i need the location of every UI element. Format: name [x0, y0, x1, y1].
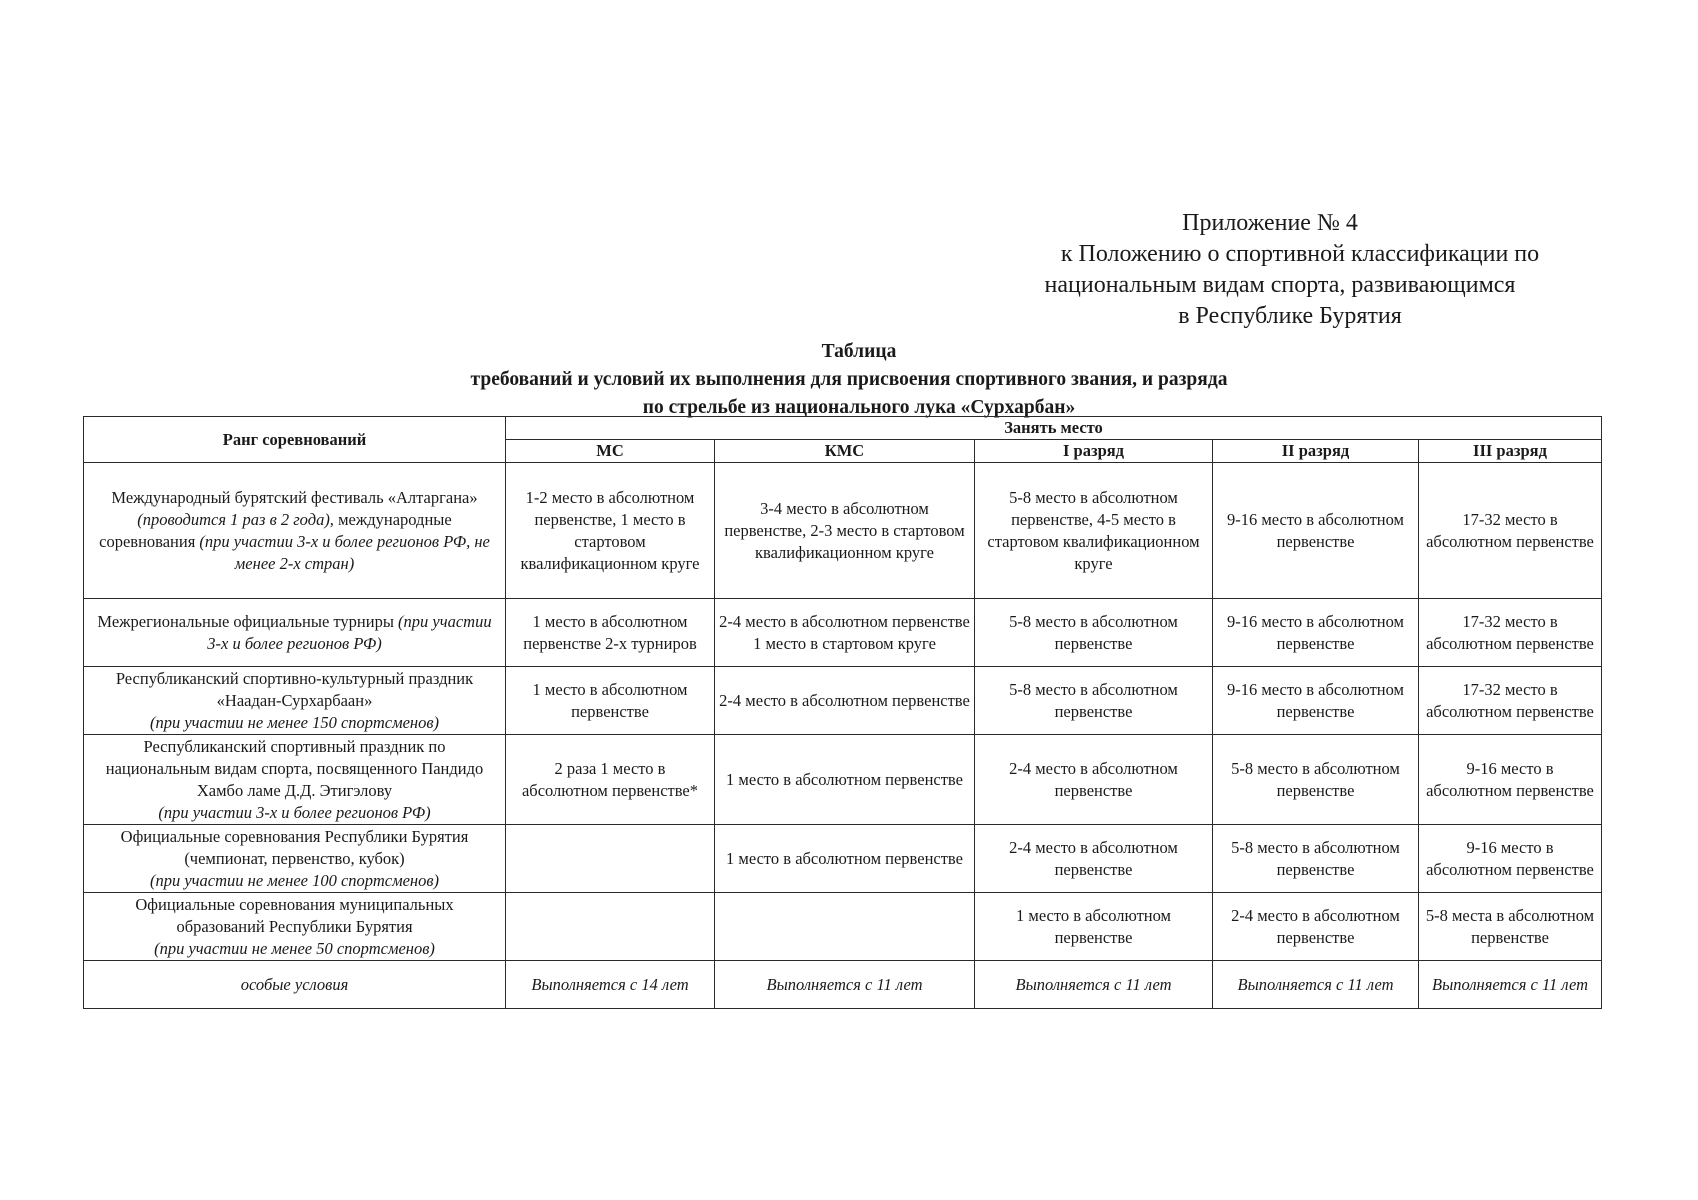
cell-grade-3: 9-16 место в абсолютном первенстве — [1419, 735, 1602, 825]
table-row — [84, 463, 1602, 599]
rank-cell — [84, 463, 506, 599]
rank-text: Республиканский спортивный праздник по национальным видам спорта, посвященного Пандидо Хамбо ламе Д.Д. Этигэлову — [105, 736, 484, 800]
appendix-number: Приложение № 4 — [1182, 210, 1358, 236]
appendix-line-2: к Положению о спортивной классификации по — [1060, 241, 1540, 267]
special-ms: Выполняется с 14 лет — [506, 961, 715, 1009]
cell-grade-1: 5-8 место в абсолютном первенстве — [975, 599, 1213, 667]
cell-grade-3: 9-16 место в абсолютном первенстве — [1419, 825, 1602, 893]
special-grade-1: Выполняется с 11 лет — [975, 961, 1213, 1009]
table-row — [84, 825, 1602, 893]
appendix-header — [970, 208, 1610, 332]
special-kms: Выполняется с 11 лет — [715, 961, 975, 1009]
rank-text: Межрегиональные официальные турниры — [97, 611, 394, 631]
requirements-table — [83, 416, 1602, 1009]
cell-grade-2: 5-8 место в абсолютном первенстве — [1213, 825, 1419, 893]
header-ms: МС — [506, 440, 715, 463]
appendix-line-4: в Республике Бурятия — [1178, 303, 1402, 329]
appendix-line-3: национальным видам спорта, развивающимся — [1044, 272, 1516, 298]
table-row — [84, 667, 1602, 735]
cell-kms: 2-4 место в абсолютном первенстве 1 место в стартовом круге — [715, 599, 975, 667]
cell-grade-1: 5-8 место в абсолютном первенстве, 4-5 место в стартовом квалификационном круге — [975, 463, 1213, 599]
cell-grade-3: 17-32 место в абсолютном первенстве — [1419, 463, 1602, 599]
cell-kms: 1 место в абсолютном первенстве — [715, 825, 975, 893]
rank-note: (проводится 1 раз в 2 года), — [137, 509, 334, 529]
cell-grade-1: 5-8 место в абсолютном первенстве — [975, 667, 1213, 735]
cell-grade-3: 5-8 места в абсолютном первенстве — [1419, 893, 1602, 961]
special-grade-3: Выполняется с 11 лет — [1419, 961, 1602, 1009]
cell-kms — [715, 893, 975, 961]
cell-grade-1: 2-4 место в абсолютном первенстве — [975, 825, 1213, 893]
cell-grade-2: 9-16 место в абсолютном первенстве — [1213, 463, 1419, 599]
rank-text: Международный бурятский фестиваль «Алтаргана» — [111, 487, 478, 507]
rank-note: (при участии не менее 150 спортсменов) — [149, 712, 440, 732]
rank-note: (при участии 3-х и более регионов РФ) — [207, 611, 492, 653]
cell-ms — [506, 893, 715, 961]
header-place: Занять место — [506, 417, 1602, 440]
cell-ms: 1 место в абсолютном первенстве 2-х турниров — [506, 599, 715, 667]
rank-cell — [84, 825, 506, 893]
table-row — [84, 599, 1602, 667]
rank-cell — [84, 893, 506, 961]
cell-ms: 1 место в абсолютном первенстве — [506, 667, 715, 735]
rank-cell — [84, 599, 506, 667]
cell-grade-3: 17-32 место в абсолютном первенстве — [1419, 599, 1602, 667]
title-line-3: по стрельбе из национального лука «Сурхарбан» — [642, 397, 1076, 418]
cell-grade-2: 5-8 место в абсолютном первенстве — [1213, 735, 1419, 825]
title-line-2: требований и условий их выполнения для присвоения спортивного звания, и разряда — [470, 369, 1228, 390]
cell-grade-3: 17-32 место в абсолютном первенстве — [1419, 667, 1602, 735]
table-row — [84, 735, 1602, 825]
cell-ms: 1-2 место в абсолютном первенстве, 1 место в стартовом квалификационном круге — [506, 463, 715, 599]
special-grade-2: Выполняется с 11 лет — [1213, 961, 1419, 1009]
header-grade-3: III разряд — [1419, 440, 1602, 463]
header-kms: КМС — [715, 440, 975, 463]
rank-text-2: международные соревнования — [99, 509, 452, 551]
table-row-special — [84, 961, 1602, 1009]
header-rank: Ранг соревнований — [84, 417, 506, 463]
cell-grade-1: 1 место в абсолютном первенстве — [975, 893, 1213, 961]
rank-text: Официальные соревнования муниципальных образований Республики Бурятия — [135, 894, 454, 936]
table-row — [84, 893, 1602, 961]
cell-grade-2: 2-4 место в абсолютном первенстве — [1213, 893, 1419, 961]
rank-text: Республиканский спортивно-культурный праздник «Наадан-Сурхарбаан» — [115, 668, 474, 710]
rank-note: (при участии не менее 50 спортсменов) — [154, 938, 435, 958]
cell-grade-2: 9-16 место в абсолютном первенстве — [1213, 599, 1419, 667]
rank-cell — [84, 667, 506, 735]
cell-kms: 3-4 место в абсолютном первенстве, 2-3 место в стартовом квалификационном круге — [715, 463, 975, 599]
cell-grade-2: 9-16 место в абсолютном первенстве — [1213, 667, 1419, 735]
cell-ms — [506, 825, 715, 893]
title-line-1: Таблица — [821, 341, 897, 362]
cell-ms: 2 раза 1 место в абсолютном первенстве* — [506, 735, 715, 825]
cell-kms: 2-4 место в абсолютном первенстве — [715, 667, 975, 735]
rank-note: (при участии не менее 100 спортсменов) — [149, 870, 440, 890]
rank-cell — [84, 735, 506, 825]
document-title — [0, 338, 1698, 422]
header-grade-2: II разряд — [1213, 440, 1419, 463]
rank-text: Официальные соревнования Республики Бурятия (чемпионат, первенство, кубок) — [120, 826, 469, 868]
special-label: особые условия — [84, 961, 506, 1009]
cell-kms: 1 место в абсолютном первенстве — [715, 735, 975, 825]
cell-grade-1: 2-4 место в абсолютном первенстве — [975, 735, 1213, 825]
rank-note: (при участии 3-х и более регионов РФ) — [158, 802, 431, 822]
rank-note-2: (при участии 3-х и более регионов РФ, не менее 2-х стран) — [199, 531, 490, 573]
header-grade-1: I разряд — [975, 440, 1213, 463]
